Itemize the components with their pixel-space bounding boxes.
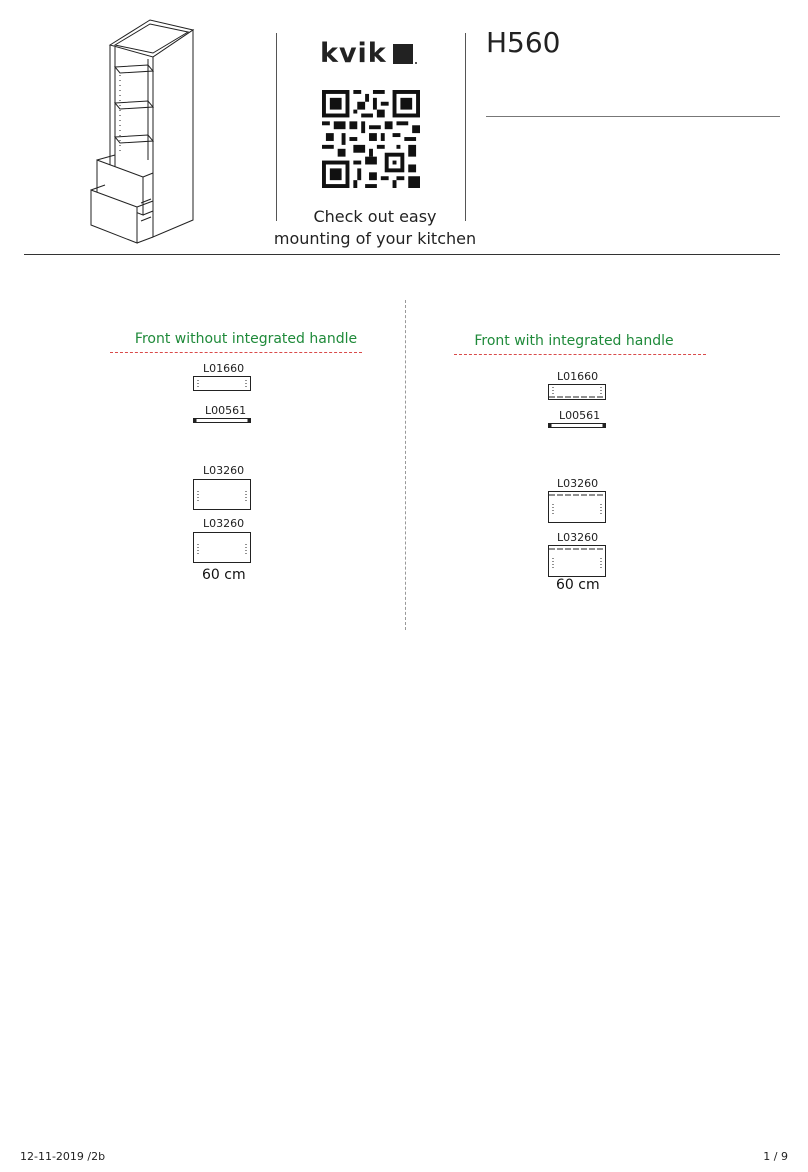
center-divider [405, 300, 406, 630]
footer-date: 12-11-2019 /2b [20, 1150, 106, 1163]
right-part-label-1: L01660 [557, 370, 599, 383]
brand-logo [320, 38, 413, 69]
right-section-dash [454, 354, 706, 355]
left-section-dash [110, 352, 362, 353]
handle-rail-icon [548, 422, 606, 429]
model-number: H560 [486, 26, 561, 59]
drawer-front-icon [193, 532, 251, 563]
right-size-label: 60 cm [556, 577, 600, 593]
left-section-title: Front without integrated handle [134, 331, 358, 347]
cabinet-illustration-icon [85, 15, 200, 245]
mounting-caption-line1: Check out easy [313, 207, 437, 226]
mounting-caption-line2: mounting of your kitchen [273, 229, 477, 248]
footer-page-number: 1 / 9 [763, 1150, 788, 1163]
drawer-front-icon [548, 545, 606, 577]
brand-square-icon [393, 44, 413, 64]
drawer-front-icon [193, 479, 251, 510]
left-part-label-4: L03260 [203, 517, 245, 530]
front-panel-icon [193, 376, 251, 391]
right-section-title: Front with integrated handle [474, 333, 674, 349]
right-part-label-3: L03260 [557, 477, 599, 490]
left-part-label-1: L01660 [203, 362, 245, 375]
left-size-label: 60 cm [202, 567, 246, 583]
right-part-label-2: L00561 [559, 409, 601, 422]
header-rule [24, 254, 780, 255]
model-underline [486, 116, 780, 117]
qr-code-icon[interactable] [322, 90, 420, 188]
brand-name: kvik [320, 38, 387, 69]
front-panel-icon [548, 384, 606, 400]
header-divider-left [276, 33, 277, 221]
drawer-front-icon [548, 491, 606, 523]
right-part-label-4: L03260 [557, 531, 599, 544]
left-part-label-3: L03260 [203, 464, 245, 477]
header-divider-right [465, 33, 466, 221]
left-part-label-2: L00561 [205, 404, 247, 417]
handle-rail-icon [193, 417, 251, 424]
